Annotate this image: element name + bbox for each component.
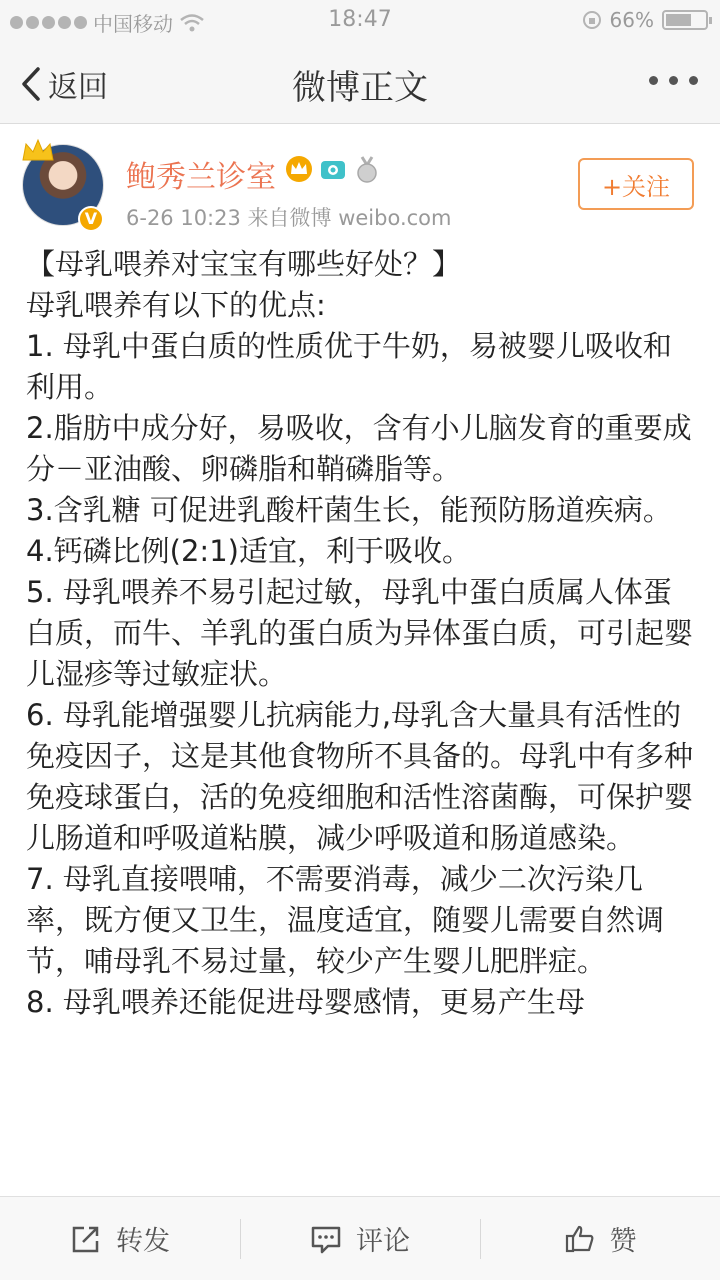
- post-line: 5. 母乳喂养不易引起过敏，母乳中蛋白质属人体蛋白质，而牛、羊乳的蛋白质为异体蛋白质，可引起婴儿湿疹等过敏症状。: [26, 575, 694, 691]
- battery-icon: [662, 10, 708, 30]
- camera-badge-icon[interactable]: [318, 154, 348, 184]
- post-line: 6. 母乳能增强婴儿抗病能力,母乳含大量具有活性的免疫因子，这是其他食物所不具备的。母乳中有多种免疫球蛋白，活的免疫细胞和活性溶菌酶，可保护婴儿肠道和呼吸道粘膜，减少呼吸道和肠道感染。: [26, 698, 694, 855]
- post-line: 4.钙磷比例(2:1)适宜，利于吸收。: [26, 534, 471, 568]
- battery-percent: 66%: [609, 8, 654, 32]
- battery-fill: [666, 14, 691, 26]
- bottom-toolbar: [0, 1196, 720, 1280]
- like-button[interactable]: [480, 1197, 720, 1280]
- like-label: 赞: [609, 1226, 637, 1257]
- post-line: 【母乳喂养对宝宝有哪些好处？】: [26, 247, 462, 281]
- status-bar: [0, 0, 720, 40]
- lock-rotation-icon: [582, 10, 602, 30]
- like-icon: [564, 1223, 596, 1255]
- post-line: 3.含乳糖 可促进乳酸杆菌生长，能预防肠道疾病。: [26, 493, 672, 527]
- author-header: [0, 124, 720, 244]
- post-line: 7. 母乳直接喂哺，不需要消毒，减少二次污染几率，既方便又卫生，温度适宜，随婴儿需要自然调节，哺母乳不易过量，较少产生婴儿肥胖症。: [26, 862, 665, 978]
- post-line: 8. 母乳喂养还能促进母婴感情，更易产生母: [26, 985, 585, 1019]
- post-line: 2.脂肪中成分好，易吸收，含有小儿脑发育的重要成分－亚油酸、卵磷脂和鞘磷脂等。: [26, 411, 692, 486]
- status-time: 18:47: [328, 7, 392, 32]
- verified-icon: V: [78, 206, 104, 232]
- comment-button[interactable]: [240, 1197, 480, 1280]
- post-text: [26, 244, 698, 1023]
- carrier-label: 中国移动: [93, 12, 173, 36]
- medal-badge-icon[interactable]: [352, 154, 382, 184]
- battery-tip: [709, 17, 712, 24]
- post-line: 1. 母乳中蛋白质的性质优于牛奶，易被婴儿吸收和利用。: [26, 329, 672, 404]
- repost-label: 转发: [116, 1226, 170, 1257]
- post-meta: 6-26 10:23 来自微博 weibo.com: [126, 206, 452, 230]
- vip-crown-badge-icon[interactable]: [284, 154, 314, 184]
- author-name[interactable]: 鲍秀兰诊室: [126, 160, 276, 195]
- post-line: 母乳喂养有以下的优点:: [26, 288, 326, 322]
- follow-button[interactable]: +关注: [578, 158, 694, 210]
- comment-icon: [310, 1223, 342, 1255]
- comment-label: 评论: [356, 1226, 410, 1257]
- repost-button[interactable]: [0, 1197, 240, 1280]
- more-icon[interactable]: [649, 76, 698, 85]
- page-title: 微博正文: [292, 68, 428, 108]
- repost-icon: [70, 1223, 102, 1255]
- crown-icon: [20, 138, 56, 166]
- badge-row: [284, 154, 382, 184]
- back-label: 返回: [48, 70, 108, 105]
- status-right: [582, 8, 708, 32]
- nav-bar: [0, 40, 720, 124]
